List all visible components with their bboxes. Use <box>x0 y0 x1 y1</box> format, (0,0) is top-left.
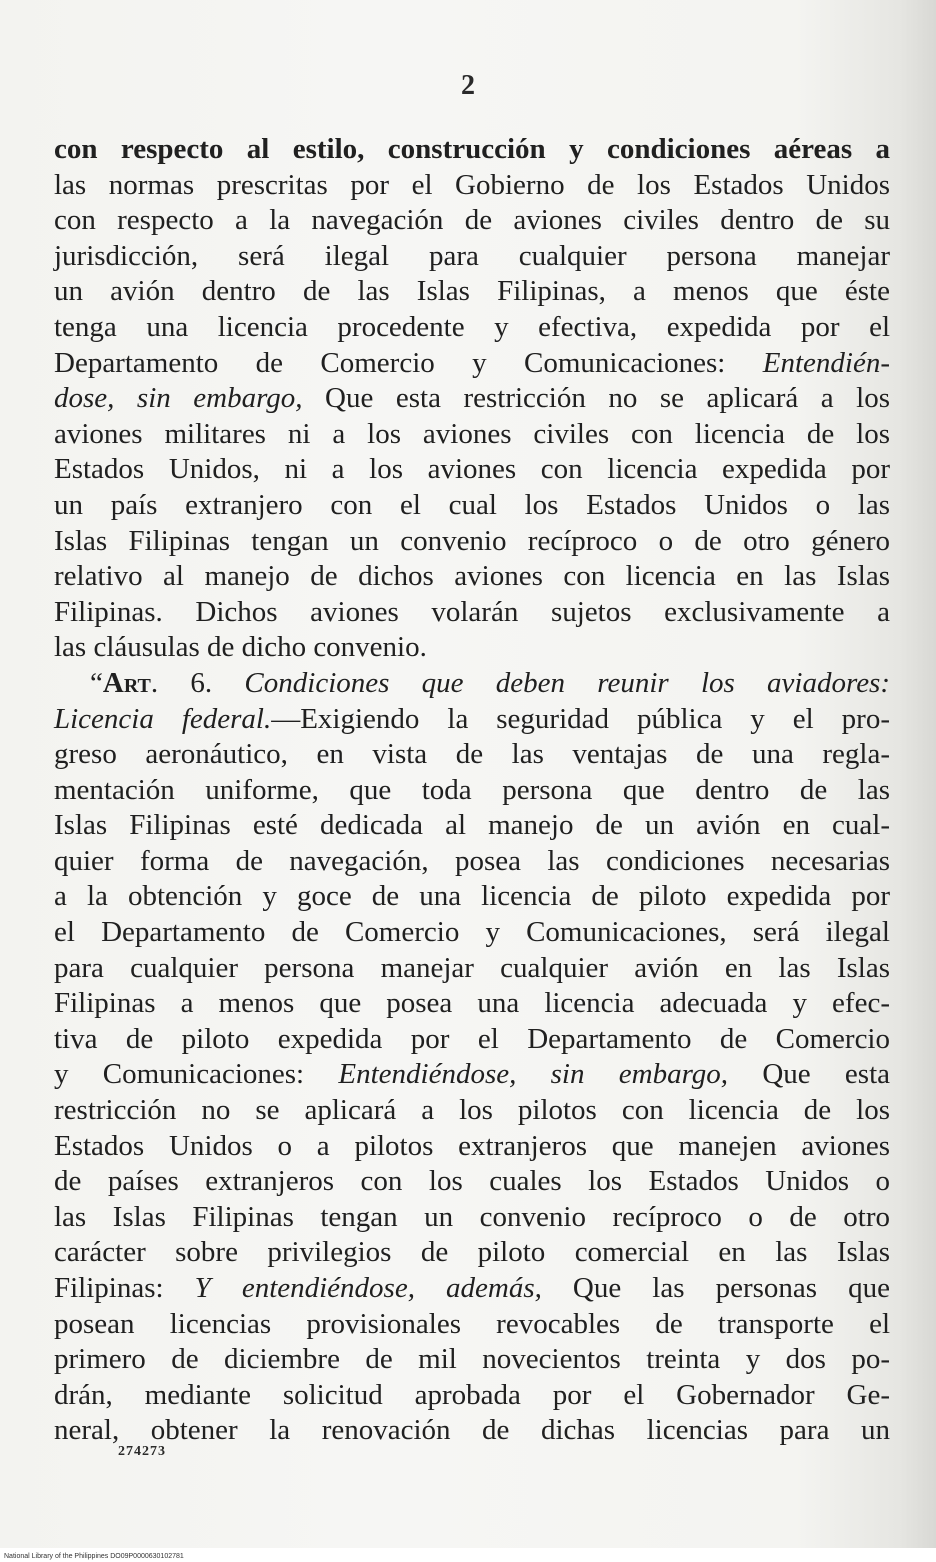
text-line <box>54 1307 890 1343</box>
text-segment: restricción no se aplicará a los pilotos con licencia de los <box>54 1094 890 1127</box>
text-segment: un avión dentro de las Islas Filipinas, a menos que éste <box>54 275 890 308</box>
text-segment: tenga una licencia procedente y efectiva, expedida por el <box>54 310 890 343</box>
text-line <box>54 630 890 666</box>
footer-code: 274273 <box>118 1444 166 1459</box>
text-segment: neral, obtener la renovación de dichas licencias para un <box>54 1414 890 1447</box>
text-line <box>54 951 890 987</box>
text-segment: Condiciones que deben reunir los aviadores: <box>244 666 891 699</box>
text-segment: mentación uniforme, que toda persona que dentro de las <box>54 773 890 806</box>
text-line <box>54 1022 890 1058</box>
text-segment: . 6. <box>150 666 245 699</box>
text-segment: Islas Filipinas tengan un convenio recíproco o de otro género <box>54 524 890 557</box>
text-segment: Entendiéndose, sin embargo, <box>338 1058 729 1091</box>
scan-credit: National Library of the Philippines DO09P0000630102781 <box>4 1553 184 1560</box>
text-segment: Que las personas que <box>541 1272 890 1304</box>
text-segment: Que esta <box>728 1058 890 1091</box>
text-line <box>54 203 890 239</box>
text-line <box>54 773 890 809</box>
text-segment: Filipinas. Dichos aviones volarán sujetos exclusivamente a <box>54 595 890 628</box>
text-segment: las cláusulas de dicho convenio. <box>54 631 427 664</box>
text-segment: con respecto a la navegación de aviones civiles dentro de su <box>54 204 890 237</box>
text-line <box>54 310 890 346</box>
text-line <box>54 1413 890 1449</box>
text-line <box>54 1057 890 1093</box>
text-segment: jurisdicción, será ilegal para cualquier persona manejar <box>54 239 890 272</box>
text-segment: Departamento de Comercio y Comunicaciones: <box>54 346 763 379</box>
text-segment: Que esta restricción no se aplicará a los <box>302 382 891 415</box>
text-segment: aviones militares ni a los aviones civiles con licencia de los <box>54 417 890 450</box>
text-line <box>54 488 890 524</box>
text-segment: greso aeronáutico, en vista de las ventajas de una regla- <box>54 738 890 771</box>
text-segment: relativo al manejo de dichos aviones con licencia en las Islas <box>54 560 890 593</box>
text-line <box>54 915 890 951</box>
text-segment: las normas prescritas por el Gobierno de los Estados Unidos <box>54 168 890 201</box>
text-segment: a la obtención y goce de una licencia de piloto expedida por <box>54 880 890 913</box>
text-line <box>54 1342 890 1378</box>
text-line <box>54 595 890 631</box>
text-line <box>54 452 890 488</box>
text-line <box>54 524 890 560</box>
text-segment: las Islas Filipinas tengan un convenio recíproco o de otro <box>54 1200 890 1233</box>
text-line <box>54 986 890 1022</box>
text-segment: quier forma de navegación, posea las condiciones necesarias <box>54 844 890 877</box>
text-segment: —Exigiendo la seguridad pública y el pro- <box>271 702 890 735</box>
text-segment: con respecto al estilo, construcción y condiciones aéreas a <box>54 133 890 165</box>
text-segment: Islas Filipinas esté dedicada al manejo de un avión en cual- <box>54 809 890 842</box>
bottom-strip <box>0 1548 936 1562</box>
text-segment: de países extranjeros con los cuales los Estados Unidos o <box>54 1165 890 1198</box>
text-line <box>54 239 890 275</box>
text-line <box>54 132 890 168</box>
text-segment: Y entendiéndose, además, <box>194 1272 542 1304</box>
text-line <box>54 1129 890 1165</box>
text-segment: Filipinas: <box>54 1272 195 1304</box>
text-line <box>54 346 890 382</box>
text-segment: Filipinas a menos que posea una licencia adecuada y efec- <box>54 987 890 1020</box>
text-line <box>54 417 890 453</box>
text-segment: un país extranjero con el cual los Estados Unidos o las <box>54 488 890 521</box>
text-line <box>54 168 890 204</box>
text-segment: Art <box>102 666 151 699</box>
page-number: 2 <box>461 70 475 101</box>
text-line <box>54 381 890 417</box>
text-line <box>54 1235 890 1271</box>
text-segment: y Comunicaciones: <box>54 1058 339 1091</box>
text-line <box>54 274 890 310</box>
text-segment: tiva de piloto expedida por el Departamento de Comercio <box>54 1022 890 1055</box>
text-segment: para cualquier persona manejar cualquier avión en las Islas <box>54 951 890 984</box>
text-segment: el Departamento de Comercio y Comunicaciones, será ilegal <box>54 916 890 949</box>
text-segment: “ <box>90 666 103 699</box>
text-line <box>54 1164 890 1200</box>
text-line <box>54 737 890 773</box>
text-line <box>54 666 890 702</box>
text-line <box>54 844 890 880</box>
text-segment: Estados Unidos o a pilotos extranjeros que manejen aviones <box>54 1129 890 1162</box>
text-segment: Entendién- <box>762 346 890 379</box>
body-text <box>54 132 890 1449</box>
text-line <box>54 808 890 844</box>
text-line <box>54 702 890 738</box>
text-line <box>54 559 890 595</box>
text-line <box>54 1093 890 1129</box>
text-line <box>54 1271 890 1307</box>
text-line <box>54 1200 890 1236</box>
text-segment: Licencia federal. <box>54 702 272 735</box>
text-segment: Estados Unidos, ni a los aviones con licencia expedida por <box>54 453 890 486</box>
text-segment: drán, mediante solicitud aprobada por el Gobernador Ge- <box>54 1378 890 1411</box>
text-segment: primero de diciembre de mil novecientos treinta y dos po- <box>54 1343 890 1376</box>
text-segment: carácter sobre privilegios de piloto comercial en las Islas <box>54 1236 890 1269</box>
text-segment: posean licencias provisionales revocables de transporte el <box>54 1307 890 1340</box>
text-line <box>54 879 890 915</box>
text-line <box>54 1378 890 1414</box>
text-segment: dose, sin embargo, <box>54 382 303 415</box>
